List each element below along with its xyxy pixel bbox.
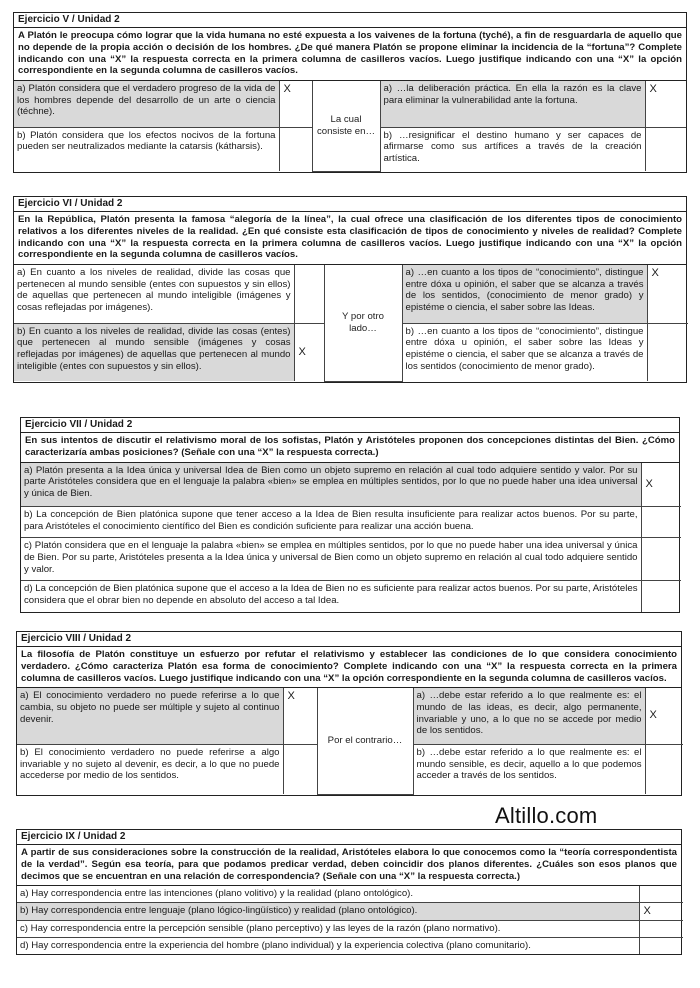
option-d: d) Hay correspondencia entre la experiencia del hombre (plano individual) y la experiencia colectiva (plano comunitario). [17,938,639,954]
answer-box[interactable] [639,938,683,954]
answer-box[interactable] [641,538,681,581]
connector-text: Y por otro lado… [324,265,402,381]
option-left-a: a) El conocimiento verdadero no puede referirse a lo que cambia, su objeto no puede ser múltiple y sujeto al continuo devenir. [17,688,283,744]
connector-text: Por el contrario… [317,688,413,794]
answer-box[interactable]: X [279,81,312,127]
options-table [21,463,681,612]
answer-box[interactable]: X [645,81,686,127]
answer-box[interactable] [283,744,317,794]
answer-box[interactable] [639,921,683,938]
answer-box[interactable]: X [647,265,688,323]
option-left-b: b) Platón considera que los efectos nocivos de la fortuna pueden ser neutralizados mediante la catarsis (kátharsis). [14,127,279,171]
answer-box[interactable]: X [645,688,683,744]
answer-box[interactable] [641,507,681,538]
option-right-a: a) …la deliberación práctica. En ella la razón es la clave para eliminar la vulnerabilidad ante la fortuna. [380,81,645,127]
option-c: c) Hay correspondencia entre la percepción sensible (plano perceptivo) y las leyes de la razón (plano normativo). [17,921,639,938]
answer-box[interactable] [647,323,688,381]
answer-table [14,81,686,172]
answer-box[interactable]: X [639,903,683,921]
exercise-question: A Platón le preocupa cómo lograr que la vida humana no esté expuesta a los vaivenes de la fortuna (tyché), a fin de resguardarla de aquello que no depende de la propia acción o decisión de los hombres. ¿De qué manera Platón se propone eliminar la incidencia de la “fortuna”? Complete indicando con una “X” la respuesta correcta en la primera columna de casilleros vacíos. Luego justifique indicando con una “X” la opción correspondiente en la segunda columna de casilleros vacíos. [14,28,686,81]
exercise-question: En sus intentos de discutir el relativismo moral de los sofistas, Platón y Aristóteles proponen dos concepciones distintas del Bien. ¿Cómo caracterizaría ambas posiciones? (Señale con una “X” la respuesta correcta.) [21,433,679,462]
options-table [17,886,683,954]
exercise-question: La filosofía de Platón constituye un esfuerzo por refutar el relativismo y establecer las condiciones de lo que considera conocimiento verdadero. ¿Cómo caracteriza Platón esa forma de conocimiento? Complete indicando con una “X” la respuesta correcta en la primera columna de casilleros vacíos. Luego justifique indicando con una “X” la opción correspondiente en la segunda columna de casilleros vacíos. [17,647,681,688]
answer-box[interactable] [279,127,312,171]
exercise-6 [13,196,687,383]
exercise-question: En la República, Platón presenta la famosa “alegoría de la línea”, la cual ofrece una clasificación de los diferentes tipos de conocimiento relativos a los diferentes niveles de la realidad. ¿En qué consiste esta clasificación de tipos de conocimiento y niveles de realidad? Complete indicando con una “X” la respuesta correcta en la primera columna de casilleros vacíos. Luego justifique indicando con una “X” la opción correspondiente en la segunda columna de casilleros vacíos. [14,212,686,265]
option-left-a: a) Platón considera que el verdadero progreso de la vida de los hombres depende del desarrollo de un arte o ciencia (téchne). [14,81,279,127]
answer-table [17,688,683,795]
exercise-title: Ejercicio V / Unidad 2 [14,13,686,28]
option-right-b: b) …debe estar referido a lo que realmente es: el mundo sensible, es decir, aquello a lo que podemos acceder a través de los sentidos. [413,744,645,794]
answer-table [14,265,688,382]
option-b: b) La concepción de Bien platónica supone que tener acceso a la Idea de Bien resulta insuficiente para realizar actos buenos. Por su parte, para Aristóteles el conocimiento científico del Bien es condición suficiente para realizar una acción buena. [21,507,641,538]
option-right-a: a) …debe estar referido a lo que realmente es: el mundo de las ideas, es decir, algo permanente, invariable y uno, a lo que no se accede por medio de los sentidos. [413,688,645,744]
answer-box[interactable]: X [641,463,681,507]
option-left-b: b) En cuanto a los niveles de realidad, divide las cosas (entes) que pertenecen al mundo sensible (imágenes y cosas reflejadas por imágenes) de aquellas que pertenecen al mundo inteligible (entes con supuestos y sin ellos). [14,323,294,381]
answer-box[interactable] [641,581,681,612]
option-a: a) Platón presenta a la Idea única y universal Idea de Bien como un objeto supremo en relación al cual todo adquiere sentido y valor. Por su parte Aristóteles considera que en el lenguaje la palabra «bien» se emplea en múltiples sentidos, por lo que no puede haber una idea universal y única de Bien. [21,463,641,507]
option-c: c) Platón considera que en el lenguaje la palabra «bien» se emplea en múltiples sentidos, por lo que no puede haber una idea universal y única de Bien. Por su parte, Aristóteles presenta a la Idea única y universal de Bien como un objeto supremo en relación al cual todo adquiere sentido y valor. [21,538,641,581]
answer-box[interactable]: X [294,323,324,381]
exercise-title: Ejercicio IX / Unidad 2 [17,830,681,845]
answer-box[interactable] [639,886,683,902]
exercise-question: A partir de sus consideraciones sobre la construcción de la realidad, Aristóteles elabora lo que conocemos como la “teoría correspondentista de la verdad”. Según esa teoría, para que podamos predicar verdad, deben coincidir dos planos diferentes. ¿Cuáles son esos planos que decimos que se encuentran en una relación de correspondencia? (Señale con una “X” la respuesta correcta.) [17,845,681,886]
option-left-a: a) En cuanto a los niveles de realidad, divide las cosas que pertenecen al mundo sensible (entes con supuestos y sin ellos) de aquellas que pertenecen al mundo inteligible (imágenes y cosas reflejadas por imágenes). [14,265,294,323]
exercise-7 [20,417,680,613]
exercise-5 [13,12,687,173]
exercise-9 [16,829,682,955]
option-d: d) La concepción de Bien platónica supone que el acceso a la Idea de Bien no es suficiente para realizar actos buenos. Por su parte, Aristóteles considera que el obrar bien no depende en absoluto del acceso a tal Idea. [21,581,641,612]
connector-text: La cual consiste en… [312,81,380,171]
option-right-b: b) …resignificar el destino humano y ser capaces de afirmarse como sus artífices a través de la creación artística. [380,127,645,171]
option-right-b: b) …en cuanto a los tipos de “conocimiento”, distingue entre dóxa u opinión, el saber sobre las Ideas y epistéme o ciencia, el saber que se alcanza a través de los sentidos (conocimiento de menor grado). [402,323,647,381]
exercise-title: Ejercicio VII / Unidad 2 [21,418,679,433]
exercise-title: Ejercicio VI / Unidad 2 [14,197,686,212]
answer-box[interactable]: X [283,688,317,744]
option-right-a: a) …en cuanto a los tipos de “conocimiento”, distingue entre dóxa u opinión, el saber que se alcanza a través de los sentidos, (conocimiento de menor grado) y epistéme o ciencia, el saber sobre las Ideas. [402,265,647,323]
option-left-b: b) El conocimiento verdadero no puede referirse a algo invariable y no sujeto al devenir, es decir, a lo que no puede accederse por medio de los sentidos. [17,744,283,794]
option-a: a) Hay correspondencia entre las intenciones (plano volitivo) y la realidad (plano ontológico). [17,886,639,902]
answer-box[interactable] [645,127,686,171]
exercise-title: Ejercicio VIII / Unidad 2 [17,632,681,647]
exercise-8 [16,631,682,796]
answer-box[interactable] [294,265,324,323]
option-b: b) Hay correspondencia entre lenguaje (plano lógico-lingüístico) y realidad (plano ontológico). [17,903,639,921]
watermark-logo: Altillo.com [495,803,598,828]
answer-box[interactable] [645,744,683,794]
